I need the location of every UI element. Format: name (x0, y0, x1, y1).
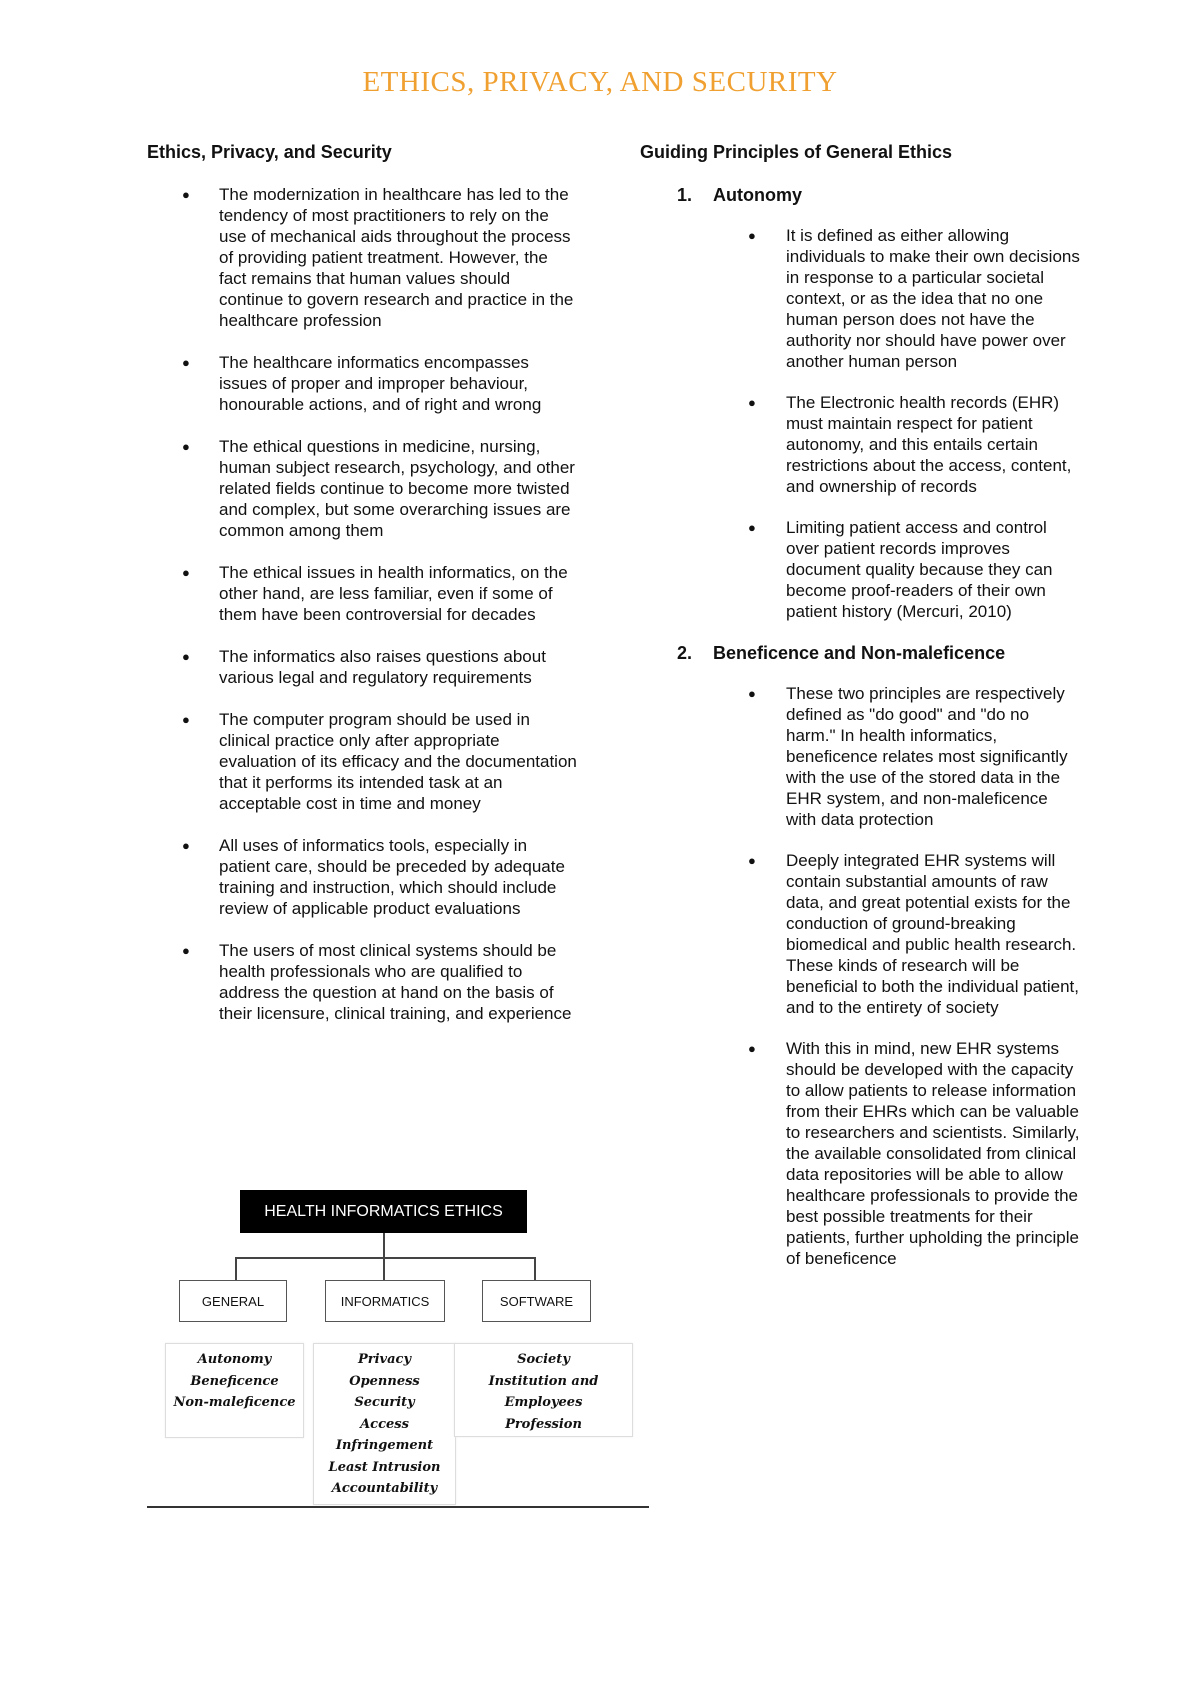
list-item: ● These two principles are respectively defined as "do good" and "do no harm." In health informatics, beneficence relates most significantly with the use of the stored data in the EHR system, and non-maleficence with data protection (748, 684, 1068, 829)
bullet-icon: ● (748, 1041, 756, 1056)
beneficence-bullet-list (640, 683, 1080, 1269)
list-item: ● With this in mind, new EHR systems should be developed with the capacity to allow patients to release information from their EHRs which can be valuable to researchers and scientists. Similarly, the available consolidated from clinical data repositories will be able to allow healthcare professionals to provide the best possible treatments for their patients, further upholding the principle of beneficence (748, 1039, 1080, 1268)
page-title: ETHICS, PRIVACY, AND SECURITY (362, 66, 838, 98)
bullet-icon: ● (182, 943, 190, 958)
connector-line (383, 1257, 385, 1280)
item-label: Beneficence (190, 1373, 279, 1389)
item-label: Autonomy (197, 1352, 272, 1367)
bullet-icon: ● (182, 439, 190, 454)
section-number: 1. (677, 185, 693, 205)
connector-line (235, 1257, 535, 1259)
bullet-icon: ● (182, 565, 190, 580)
diagram-bottom-rule (147, 1506, 649, 1508)
item-label: Infringement (335, 1438, 434, 1453)
list-item: ● Deeply integrated EHR systems will contain substantial amounts of raw data, and great potential exists for the conduction of ground-breaking biomedical and public health research. These kinds of research will be beneficial to both the individual patient, and to the entirety of society (748, 851, 1079, 1017)
diagram-root-box: HEALTH INFORMATICS ETHICS (240, 1190, 527, 1233)
bullet-icon: ● (748, 853, 756, 868)
list-item: ● The modernization in healthcare has led to the tendency of most practitioners to rely on the use of mechanical aids throughout the process of providing patient treatment. However, the fact remains that human values should continue to govern research and practice in the healthcare profession (182, 185, 574, 330)
bullet-icon: ● (748, 520, 756, 535)
list-item: ● The informatics also raises questions about various legal and regulatory requirements (182, 647, 546, 687)
bullet-icon: ● (182, 712, 190, 727)
item-label: Society (517, 1352, 570, 1367)
left-column (147, 142, 577, 1045)
item-label: Profession (505, 1416, 582, 1432)
list-item: ● All uses of informatics tools, especially in patient care, should be preceded by adequate training and instruction, which should include review of applicable product evaluations (182, 836, 565, 918)
list-item: ● The ethical questions in medicine, nursing, human subject research, psychology, and other related fields continue to become more twisted and complex, but some overarching issues are common among them (182, 437, 575, 540)
list-item: ● The users of most clinical systems should be health professionals who are qualified to address the question at hand on the basis of their licensure, clinical training, and experience (182, 941, 572, 1023)
item-label: Privacy (357, 1352, 411, 1367)
connector-line (383, 1233, 385, 1258)
section-title: Beneficence and Non-maleficence (713, 643, 1006, 663)
category-informatics: INFORMATICS (325, 1280, 445, 1322)
item-label: Non-maleficence (173, 1395, 296, 1410)
section-heading-beneficence (640, 642, 1080, 664)
item-label: Openness (349, 1373, 420, 1389)
software-items-box (454, 1343, 633, 1437)
general-items-box (165, 1343, 304, 1438)
list-item: ● The computer program should be used in clinical practice only after appropriate evaluation of its efficacy and the documentation that it performs its intended task at an acceptable cost in time and money (182, 710, 577, 813)
autonomy-bullet-list (640, 225, 1080, 622)
connector-line (534, 1257, 536, 1280)
item-label: Institution and Employees (488, 1373, 599, 1410)
bullet-icon: ● (748, 395, 756, 410)
bullet-icon: ● (182, 649, 190, 664)
bullet-icon: ● (748, 228, 756, 243)
bullet-icon: ● (182, 838, 190, 853)
bullet-icon: ● (748, 686, 756, 701)
right-heading: Guiding Principles of General Ethics (640, 142, 953, 162)
list-item: ● It is defined as either allowing individuals to make their own decisions in response to a particular societal context, or as the idea that no one human person does not have the authority nor should have power over another human person (748, 226, 1080, 371)
section-heading-autonomy (640, 184, 1080, 206)
bullet-icon: ● (182, 187, 190, 202)
left-heading: Ethics, Privacy, and Security (147, 142, 392, 162)
list-item: ● Limiting patient access and control over patient records improves document quality because they can become proof-readers of their own patient history (Mercuri, 2010) (748, 518, 1053, 621)
left-bullet-list (147, 184, 577, 1024)
informatics-items-box (313, 1343, 456, 1505)
item-label: Access (360, 1416, 409, 1432)
list-item: ● The healthcare informatics encompasses issues of proper and improper behaviour, honourable actions, and of right and wrong (182, 353, 542, 414)
category-software: SOFTWARE (482, 1280, 591, 1322)
section-number: 2. (677, 643, 693, 663)
list-item: ● The ethical issues in health informatics, on the other hand, are less familiar, even if some of them have been controversial for decades (182, 563, 568, 624)
right-column (640, 142, 1080, 1289)
list-item: ● The Electronic health records (EHR) must maintain respect for patient autonomy, and this entails certain restrictions about the access, content, and ownership of records (748, 393, 1072, 496)
connector-line (235, 1257, 237, 1280)
item-label: Accountability (331, 1481, 438, 1496)
item-label: Least Intrusion (328, 1459, 441, 1475)
section-title: Autonomy (713, 185, 802, 205)
category-general: GENERAL (179, 1280, 287, 1322)
item-label: Security (354, 1395, 415, 1410)
ethics-diagram (147, 1190, 649, 1510)
bullet-icon: ● (182, 355, 190, 370)
